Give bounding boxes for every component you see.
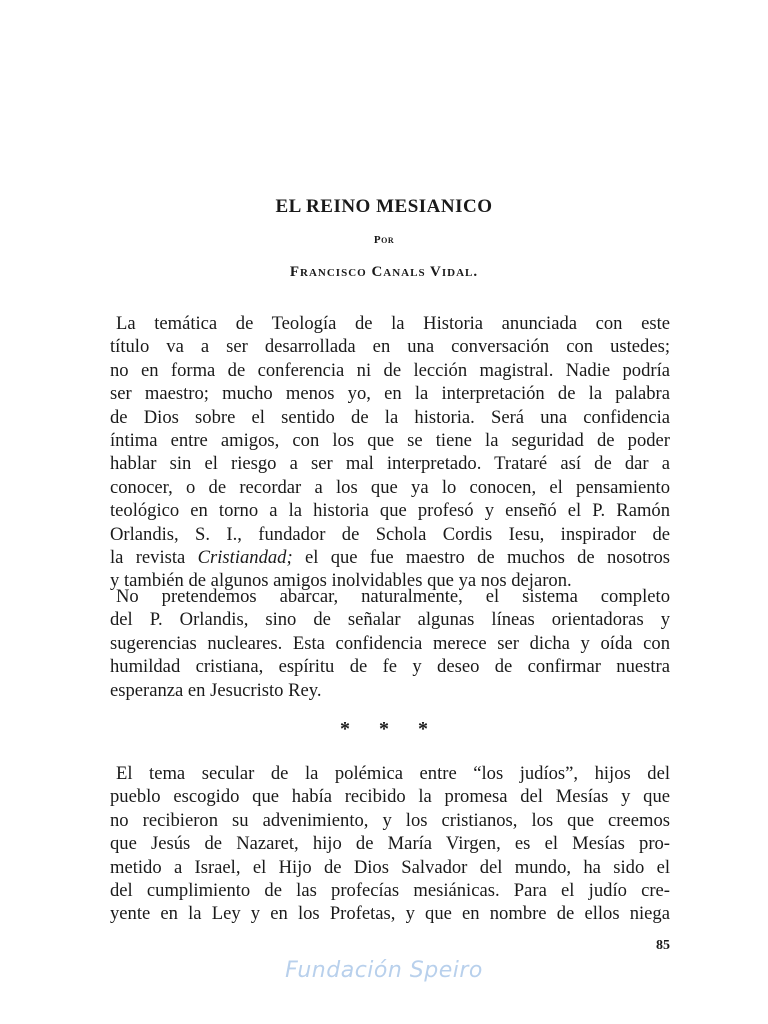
text-line: no recibieron su advenimiento, y los cristianos, los que creemos xyxy=(110,809,670,831)
text-line: íntima entre amigos, con los que se tiene la seguridad de poder xyxy=(110,429,670,451)
text-line: título va a ser desarrollada en una conversación con ustedes; xyxy=(110,336,670,358)
text-line: sugerencias nucleares. Esta confidencia merece ser dicha y oída con xyxy=(110,632,670,654)
text-line: humildad cristiana, espíritu de fe y deseo de confirmar nuestra xyxy=(110,656,670,678)
byline-por: Por xyxy=(373,234,395,246)
text-line: hablar sin el riesgo a ser mal interpretado. Trataré así de dar a xyxy=(110,453,670,475)
text-line: teológico en torno a la historia que profesó y enseñó el P. Ramón xyxy=(110,500,670,522)
text-line: pueblo escogido que había recibido la promesa del Mesías y que xyxy=(110,786,670,808)
page-number: 85 xyxy=(656,938,670,953)
text-line: El tema secular de la polémica entre “los judíos”, hijos del xyxy=(116,763,670,784)
text-line: del cumplimiento de las profecías mesiánicas. Para el judío cre- xyxy=(110,879,670,901)
paragraph-3 xyxy=(110,762,670,926)
text-line: yente en la Ley y en los Profetas, y que en nombre de ellos niega xyxy=(110,903,670,925)
paragraph-2 xyxy=(110,585,670,702)
text-line: que Jesús de Nazaret, hijo de María Virgen, es el Mesías pro- xyxy=(110,833,670,855)
text-fragment: el que fue maestro de muchos de nosotros xyxy=(292,546,670,568)
text-line: ser maestro; mucho menos yo, en la interpretación de la palabra xyxy=(110,383,670,405)
text-line: no en forma de conferencia ni de lección magistral. Nadie podría xyxy=(110,359,670,381)
paragraph-1 xyxy=(110,312,670,593)
text-line xyxy=(110,546,670,569)
text-line: No pretendemos abarcar, naturalmente, el sistema completo xyxy=(116,586,670,607)
journal-title: Cristiandad; xyxy=(197,546,293,568)
text-line: Orlandis, S. I., fundador de Schola Cordis Iesu, inspirador de xyxy=(110,523,670,545)
text-line: conocer, o de recordar a los que ya lo conocen, el pensamiento xyxy=(110,476,670,498)
text-fragment: la revista xyxy=(110,546,198,568)
article-title: EL REINO MESIANICO xyxy=(275,196,493,217)
watermark: Fundación Speiro xyxy=(285,958,483,983)
text-line: del P. Orlandis, sino de señalar algunas líneas orientadoras y xyxy=(110,609,670,631)
text-line: La temática de Teología de la Historia anunciada con este xyxy=(116,313,670,334)
author-name: Francisco Canals Vidal. xyxy=(289,264,479,280)
text-line: y también de algunos amigos inolvidables que ya nos dejaron. xyxy=(110,570,572,592)
text-line: de Dios sobre el sentido de la historia. Será una confidencia xyxy=(110,406,670,428)
section-separator: * * * xyxy=(340,718,440,740)
text-line: metido a Israel, el Hijo de Dios Salvador del mundo, ha sido el xyxy=(110,856,670,878)
text-line: esperanza en Jesucristo Rey. xyxy=(110,679,322,701)
